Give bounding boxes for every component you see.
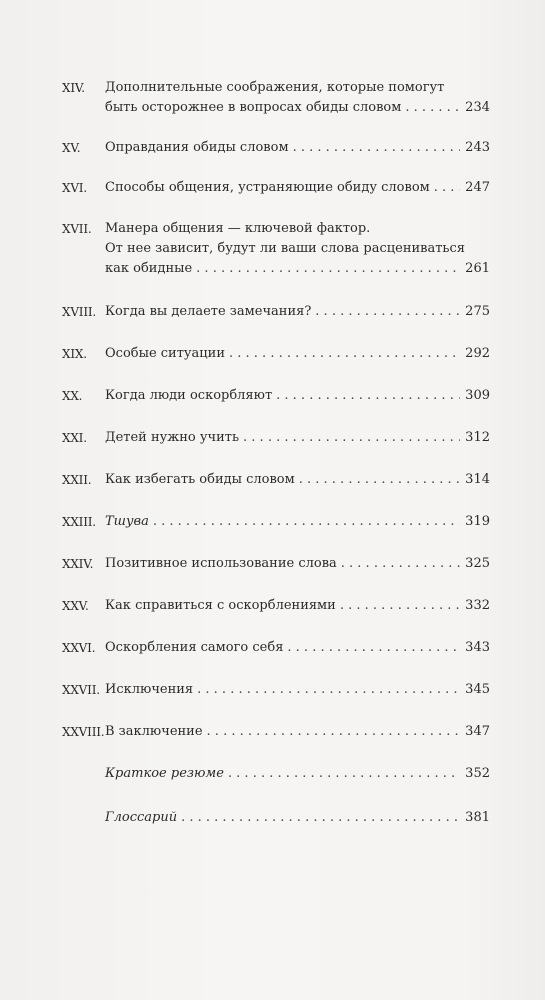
page-number: 309: [465, 388, 490, 403]
leader-dots: [229, 344, 460, 364]
entry-title-line: как обидные: [105, 261, 193, 276]
leader-dots: [340, 596, 460, 616]
entry-title: В заключение: [105, 724, 203, 739]
page-number: 345: [465, 682, 490, 697]
entry-title-line: Дополнительные соображения, которые помогут: [105, 80, 445, 95]
leader-dots: [153, 512, 460, 532]
entry-title: Когда люди оскорбляют: [105, 388, 273, 403]
leader-dots: [243, 428, 460, 448]
entry-title: Исключения: [105, 682, 194, 697]
page-number: 325: [465, 556, 490, 571]
page-number: 343: [465, 640, 490, 655]
chapter-number: XVIII.: [62, 305, 97, 319]
leader-dots: [207, 722, 460, 742]
entry-title: Оправдания обиды словом: [105, 140, 289, 155]
chapter-number: XXVII.: [62, 683, 100, 697]
entry-title: Как избегать обиды словом: [105, 472, 295, 487]
chapter-number: XVII.: [62, 222, 92, 236]
page-number: 261: [465, 261, 490, 276]
page-number: 352: [465, 766, 490, 781]
chapter-number: XV.: [62, 141, 81, 155]
chapter-number: XX.: [62, 389, 83, 403]
entry-title: Когда вы делаете замечания?: [105, 304, 312, 319]
chapter-number: XXI.: [62, 431, 87, 445]
entry-title: Глоссарий: [105, 810, 178, 825]
leader-dots: [197, 680, 460, 700]
leader-dots: [196, 259, 460, 279]
entry-title-line: От нее зависит, будут ли ваши слова расцениваться: [105, 241, 465, 256]
leader-dots: [276, 386, 460, 406]
entry-title: Способы общения, устраняющие обиду словом: [105, 180, 430, 195]
page-number: 347: [465, 724, 490, 739]
page-number: 332: [465, 598, 490, 613]
page-number: 319: [465, 514, 490, 529]
entry-title: Тшува: [105, 514, 149, 529]
chapter-number: XXVIII.: [62, 725, 105, 739]
leader-dots: [405, 98, 460, 118]
leader-dots: [434, 178, 460, 198]
entry-title: Детей нужно учить: [105, 430, 240, 445]
entry-title-line: Манера общения — ключевой фактор.: [105, 221, 371, 236]
chapter-number: XIV.: [62, 81, 85, 95]
entry-title-line: быть осторожнее в вопросах обиды словом: [105, 100, 402, 115]
entry-title: Как справиться с оскорблениями: [105, 598, 336, 613]
chapter-number: XIX.: [62, 347, 87, 361]
page-number: 247: [465, 180, 490, 195]
chapter-number: XXVI.: [62, 641, 96, 655]
leader-dots: [181, 808, 460, 828]
page-number: 234: [465, 100, 490, 115]
leader-dots: [341, 554, 460, 574]
page-number: 314: [465, 472, 490, 487]
entry-title: Краткое резюме: [105, 766, 224, 781]
leader-dots: [315, 302, 460, 322]
page-number: 312: [465, 430, 490, 445]
leader-dots: [228, 764, 460, 784]
chapter-number: XXIII.: [62, 515, 96, 529]
chapter-number: XXIV.: [62, 557, 94, 571]
chapter-number: XXII.: [62, 473, 92, 487]
page-number: 381: [465, 810, 490, 825]
leader-dots: [287, 638, 460, 658]
page-number: 243: [465, 140, 490, 155]
entry-title: Позитивное использование слова: [105, 556, 337, 571]
page-number: 292: [465, 346, 490, 361]
page-number: 275: [465, 304, 490, 319]
chapter-number: XVI.: [62, 181, 87, 195]
leader-dots: [293, 138, 460, 158]
entry-title: Особые ситуации: [105, 346, 225, 361]
chapter-number: XXV.: [62, 599, 89, 613]
entry-title: Оскорбления самого себя: [105, 640, 284, 655]
leader-dots: [299, 470, 460, 490]
